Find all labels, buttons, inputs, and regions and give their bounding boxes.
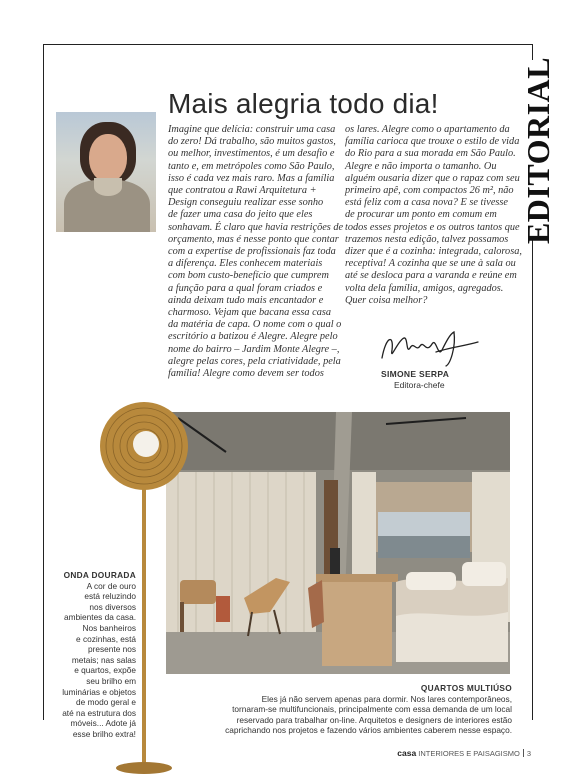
text-line: ambientes da casa. <box>64 612 136 623</box>
text-line: tornaram-se multifuncionais, principalmente com essa demanda de um local <box>232 704 512 715</box>
text-line: ou melhor, investimentos, é um desafio e <box>168 148 335 160</box>
text-line: escritório a batizou é Alegre. Alegre pelo <box>168 331 338 343</box>
text-line: Nos banheiros <box>82 622 136 633</box>
footer-section: INTERIORES E PAISAGISMO <box>418 749 520 758</box>
text-line: alegre pelas cores, pela criatividade, pela <box>168 355 341 367</box>
text-line: de modo geral e <box>76 697 136 708</box>
text-line: presente nos <box>88 644 136 655</box>
text-line: e cozinhas, está <box>76 633 136 644</box>
text-line: luminárias e objetos <box>62 686 136 697</box>
text-line: Design conseguiu realizar esse sonho <box>168 197 324 209</box>
footer-brand: casa <box>397 748 417 758</box>
page-footer <box>397 748 531 758</box>
text-line: com bom custo-benefício que cumprem <box>168 270 329 282</box>
text-line: de fazer uma casa do jeito que eles <box>168 209 313 221</box>
section-label <box>520 56 558 244</box>
text-line: Alegre e não importa o tamanho. Ou <box>345 160 497 172</box>
page-number: 3 <box>526 749 531 758</box>
text-line: Quer coisa melhor? <box>345 294 428 306</box>
text-line: até se desloca para a varanda e reúne em <box>345 270 517 282</box>
text-line: está feliz com a casa nova? E se tivesse <box>345 197 508 209</box>
caption-body <box>225 694 512 736</box>
text-line: volta dela família, amigos, agregados. <box>345 282 504 294</box>
signature-name: SIMONE SERPA <box>381 369 450 379</box>
text-line: do Rio para a sua morada em São Paulo. <box>345 148 516 160</box>
caption-title: QUARTOS MULTIÚSO <box>420 683 512 693</box>
caption-quartos <box>225 683 512 736</box>
text-line: nome do bairro – Jardim Monte Alegre –, <box>168 343 340 355</box>
text-line: a função para a qual foram criados e <box>168 282 323 294</box>
caption-onda-dourada <box>56 570 136 740</box>
text-line: seu brilho em <box>86 675 136 686</box>
text-line: nos diversos <box>89 601 136 612</box>
text-line: sonhavam. É claro que havia restrições de <box>168 221 344 233</box>
text-line: móveis... Adote já <box>70 718 136 729</box>
text-line: metais; nas salas <box>71 654 136 665</box>
text-line: da matéria de capa. O nome com o qual o <box>168 319 342 331</box>
text-line: os lares. Alegre como o apartamento da <box>345 124 510 135</box>
text-line: que contratou a Rawi Arquitetura + <box>168 185 317 197</box>
caption-body <box>56 581 136 740</box>
text-line: Imagine que delícia: construir uma casa <box>168 124 336 135</box>
text-line: alguém ousaria dizer que o rapaz com seu <box>345 172 520 184</box>
text-line: Eles já não servem apenas para dormir. Nos lares contemporâneos, <box>261 693 512 704</box>
signature-image <box>376 328 486 370</box>
text-line: caprichando nos projetos e fazendo vários ambientes caberem nesse espaço. <box>225 725 512 736</box>
section-label-text: EDITORIAL <box>520 56 557 244</box>
text-line: charmoso. Vejam que bacana essa casa <box>168 307 332 319</box>
body-column-1 <box>168 124 344 380</box>
text-line: família! Alegre como devem ser todos <box>168 368 324 380</box>
text-line: reservado para trabalhar on-line. Arquitetos e designers de interiores estão <box>236 714 512 725</box>
text-line: do zero! Dá trabalho, são muitos gastos, <box>168 136 336 148</box>
text-line: a diferença. Eles conhecem materiais <box>168 258 323 270</box>
text-line: primeiro apê, com compactos 26 m², não <box>345 185 514 197</box>
text-line: e quartos, expõe <box>74 665 136 676</box>
text-line: dizer que é a cozinha: integrada, calorosa, <box>345 246 522 258</box>
text-line: esse brilho extra! <box>72 728 136 739</box>
text-line: família carioca que trouxe o estilo de vida <box>345 136 520 148</box>
editor-portrait <box>56 112 156 232</box>
signature-role: Editora-chefe <box>394 380 445 390</box>
text-line: tanto e, em metrópoles como São Paulo, <box>168 160 335 172</box>
text-line: orçamento, mas é nesse ponto que contar <box>168 233 339 245</box>
text-line: receptiva! A cozinha que se une à sala ou <box>345 258 516 270</box>
body-column-2 <box>345 124 522 307</box>
text-line: isso é cada vez mais raro. Mas a família <box>168 172 335 184</box>
text-line: trazemos nesta edição, talvez possamos <box>345 233 509 245</box>
text-line: está reluzindo <box>84 591 136 602</box>
page-title: Mais alegria todo dia! <box>168 88 439 119</box>
text-line: de procurar um ponto em comum em <box>345 209 497 221</box>
text-line: até na estrutura dos <box>62 707 136 718</box>
text-line: A cor de ouro <box>86 580 136 591</box>
caption-title: ONDA DOURADA <box>63 570 136 580</box>
bedroom-photo <box>166 412 510 674</box>
text-line: com a expertise de profissionais faz toda <box>168 246 336 258</box>
text-line: ainda deixam tudo mais encantador e <box>168 294 324 306</box>
text-line: todos esses projetos e os outros tantos que <box>345 221 520 233</box>
